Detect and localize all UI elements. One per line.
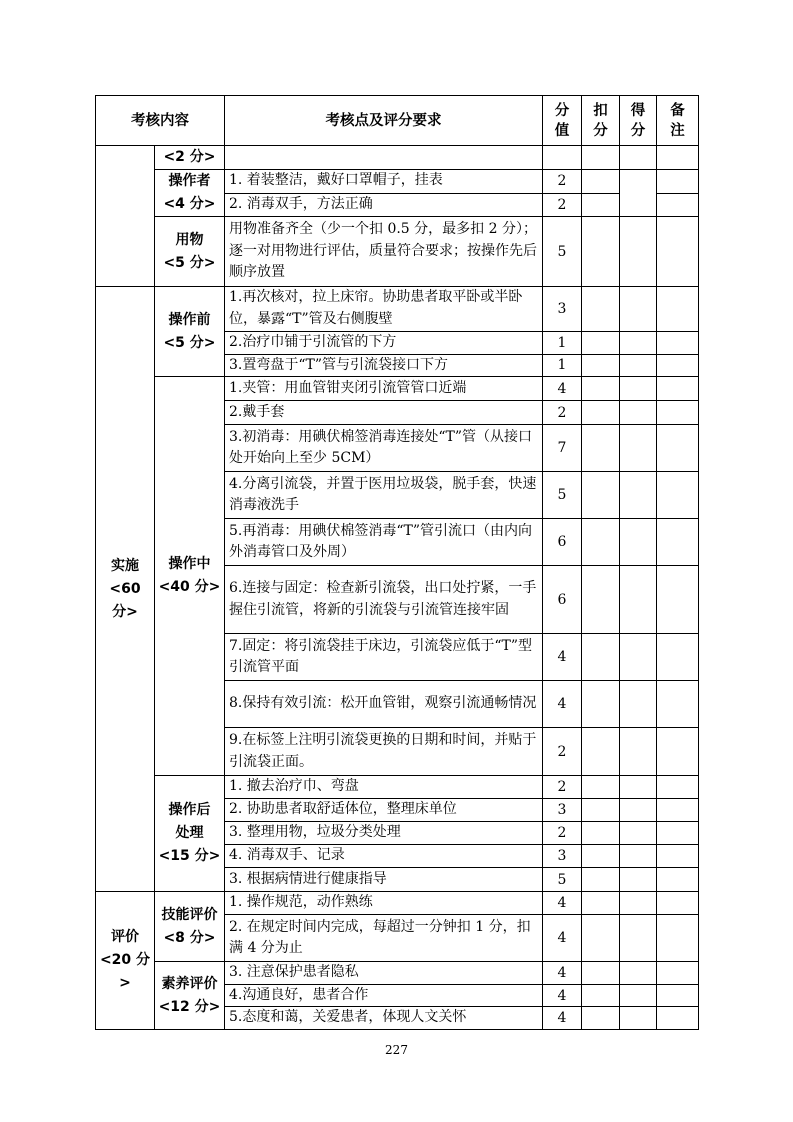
supplies-category: 用物 <5 分> bbox=[155, 217, 225, 287]
item-text: 2. 协助患者取舒适体位，整理床单位 bbox=[225, 799, 543, 822]
operator-category: 操作者 <4 分> bbox=[155, 170, 225, 217]
item-points: 1 bbox=[543, 354, 582, 377]
item-points: 4 bbox=[543, 377, 582, 401]
during-category: 操作中 <40 分> bbox=[155, 377, 225, 776]
item-points: 3 bbox=[543, 799, 582, 822]
item-text: 6.连接与固定：检查新引流袋，出口处拧紧，一手握住引流管，将新的引流袋与引流管连接牢固 bbox=[225, 566, 543, 634]
implement-category: 实施 <60 分> bbox=[96, 287, 155, 892]
item-points: 4 bbox=[543, 892, 582, 915]
table-row bbox=[96, 170, 699, 194]
item-text: 1.再次核对，拉上床帘。协助患者取平卧或半卧位，暴露“T”管及右侧腹壁 bbox=[225, 287, 543, 332]
item-text: 5.态度和蔼，关爱患者，体现人文关怀 bbox=[225, 1007, 543, 1030]
table-row bbox=[96, 287, 699, 332]
item-text: 2. 在规定时间内完成，每超过一分钟扣 1 分，扣满 4 分为止 bbox=[225, 915, 543, 962]
item-points: 3 bbox=[543, 845, 582, 868]
item-text: 9.在标签上注明引流袋更换的日期和时间，并贴于引流袋正面。 bbox=[225, 728, 543, 776]
header-obtained: 得 分 bbox=[620, 96, 657, 146]
item-points: 4 bbox=[543, 984, 582, 1007]
table-row bbox=[96, 217, 699, 287]
table-row bbox=[96, 146, 699, 170]
table-row bbox=[96, 892, 699, 915]
assessment-table bbox=[95, 95, 699, 1030]
item-text: 2.治疗巾铺于引流管的下方 bbox=[225, 332, 543, 355]
item-text: 1. 着装整洁，戴好口罩帽子，挂表 bbox=[225, 170, 543, 194]
item-points: 4 bbox=[543, 681, 582, 728]
item-text: 2. 消毒双手，方法正确 bbox=[225, 193, 543, 217]
item-text: 7.固定：将引流袋挂于床边，引流袋应低于“T”型引流管平面 bbox=[225, 634, 543, 681]
table-row bbox=[96, 377, 699, 401]
item-points: 2 bbox=[543, 776, 582, 799]
prep-category-cell bbox=[96, 146, 155, 287]
item-points: 4 bbox=[543, 634, 582, 681]
item-points: 4 bbox=[543, 1007, 582, 1030]
item-text: 4.沟通良好，患者合作 bbox=[225, 984, 543, 1007]
literacy-category: 素养评价 <12 分> bbox=[155, 962, 225, 1030]
header-content: 考核内容 bbox=[96, 96, 225, 146]
item-points: 7 bbox=[543, 425, 582, 472]
before-category: 操作前 <5 分> bbox=[155, 287, 225, 377]
item-points: 5 bbox=[543, 217, 582, 287]
item-points: 5 bbox=[543, 472, 582, 519]
item-text: 5.再消毒：用碘伏棉签消毒“T”管引流口（由内向外消毒管口及外周） bbox=[225, 519, 543, 566]
item-text: 1.夹管：用血管钳夹闭引流管管口近端 bbox=[225, 377, 543, 401]
item-text: 3. 整理用物，垃圾分类处理 bbox=[225, 822, 543, 845]
page-number: 227 bbox=[385, 1043, 408, 1057]
item-text: 1. 操作规范，动作熟练 bbox=[225, 892, 543, 915]
item-points: 6 bbox=[543, 519, 582, 566]
item-points: 4 bbox=[543, 962, 582, 985]
item-text: 8.保持有效引流：松开血管钳，观察引流通畅情况 bbox=[225, 681, 543, 728]
item-points: 4 bbox=[543, 915, 582, 962]
header-row bbox=[96, 96, 699, 146]
skill-category: 技能评价 <8 分> bbox=[155, 892, 225, 962]
after-category: 操作后 处理 <15 分> bbox=[155, 776, 225, 892]
item-text: 3. 注意保护患者隐私 bbox=[225, 962, 543, 985]
table-row bbox=[96, 776, 699, 799]
header-score-value: 分 值 bbox=[543, 96, 582, 146]
prep-top-category: <2 分> bbox=[155, 146, 225, 170]
item-points: 3 bbox=[543, 287, 582, 332]
item-points: 1 bbox=[543, 332, 582, 355]
item-text: 3. 根据病情进行健康指导 bbox=[225, 868, 543, 892]
item-points: 2 bbox=[543, 728, 582, 776]
item-text: 4. 消毒双手、记录 bbox=[225, 845, 543, 868]
item-points: 2 bbox=[543, 170, 582, 194]
item-points: 6 bbox=[543, 566, 582, 634]
table-row bbox=[96, 962, 699, 985]
item-points: 2 bbox=[543, 193, 582, 217]
item-text: 3.初消毒：用碘伏棉签消毒连接处“T”管（从接口处开始向上至少 5CM） bbox=[225, 425, 543, 472]
item-text: 4.分离引流袋，并置于医用垃圾袋，脱手套，快速消毒液洗手 bbox=[225, 472, 543, 519]
header-remarks: 备 注 bbox=[657, 96, 699, 146]
item-text: 2.戴手套 bbox=[225, 401, 543, 425]
item-points: 2 bbox=[543, 822, 582, 845]
item-text: 3.置弯盘于“T”管与引流袋接口下方 bbox=[225, 354, 543, 377]
evaluation-category: 评价 <20 分> bbox=[96, 892, 155, 1030]
header-deduct: 扣 分 bbox=[582, 96, 620, 146]
item-points: 2 bbox=[543, 401, 582, 425]
item-text: 1. 撤去治疗巾、弯盘 bbox=[225, 776, 543, 799]
item-points: 5 bbox=[543, 868, 582, 892]
header-requirements: 考核点及评分要求 bbox=[225, 96, 543, 146]
item-text: 用物准备齐全（少一个扣 0.5 分，最多扣 2 分）；逐一对用物进行评估，质量符合要求；按操作先后顺序放置 bbox=[225, 217, 543, 287]
